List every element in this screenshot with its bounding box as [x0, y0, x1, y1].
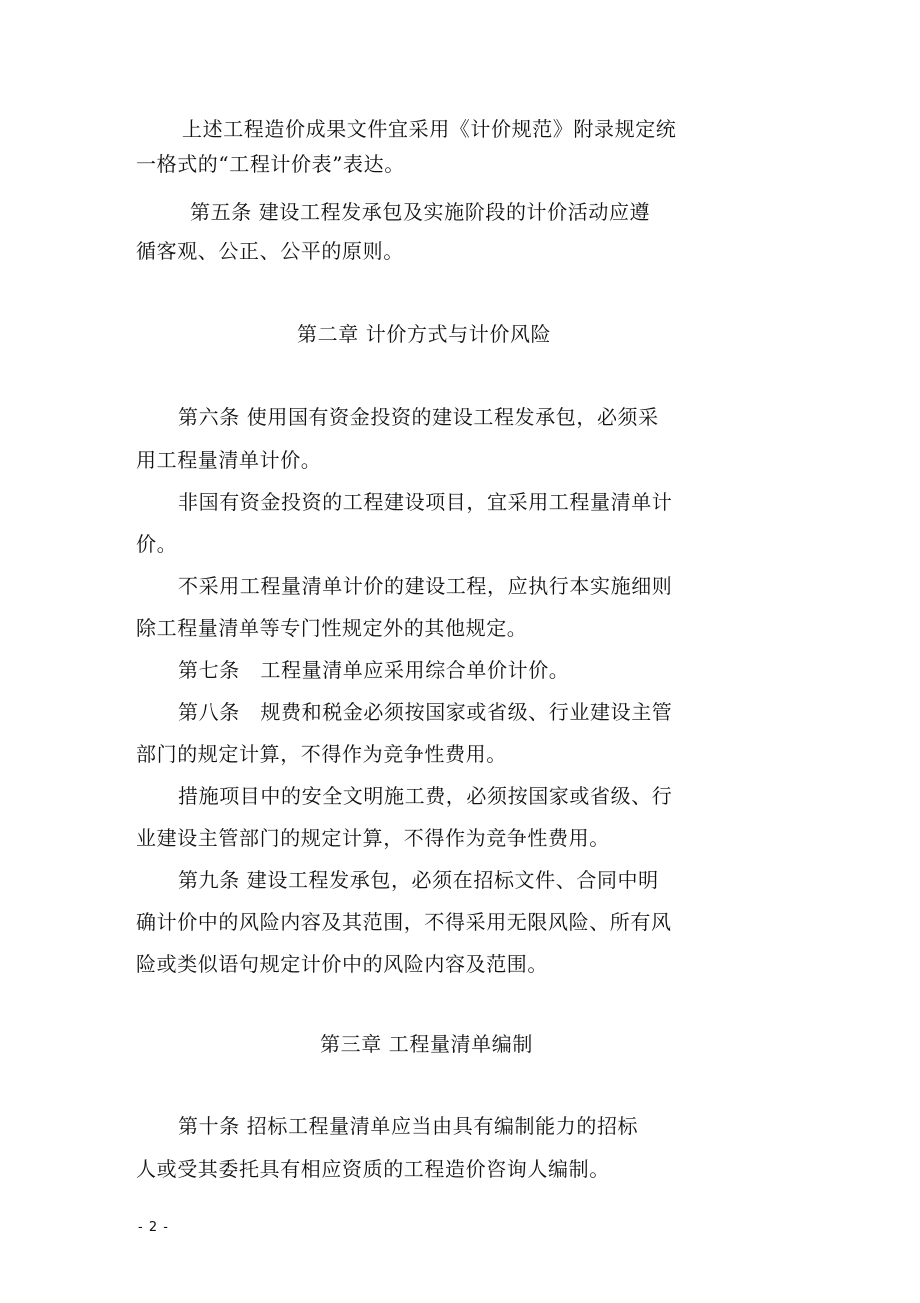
article-8-line: 第八条 规费和税金必须按国家或省级、行业建设主管: [178, 700, 673, 724]
paragraph-line: 用工程量清单计价。: [136, 448, 322, 472]
article-10-line: 第十条 招标工程量清单应当由具有编制能力的招标: [178, 1114, 639, 1138]
paragraph-line: 部门的规定计算，不得作为竞争性费用。: [136, 742, 507, 766]
article-9-line: 第九条 建设工程发承包，必须在招标文件、合同中明: [178, 868, 659, 892]
paragraph-line: 价。: [136, 532, 178, 556]
chapter-2-heading: 第二章 计价方式与计价风险: [297, 322, 552, 346]
paragraph-line: 循客观、公正、公平的原则。: [136, 239, 404, 263]
paragraph-line: 非国有资金投资的工程建设项目，宜采用工程量清单计: [178, 490, 673, 514]
chapter-3-heading: 第三章 工程量清单编制: [320, 1032, 533, 1056]
paragraph-line: 确计价中的风险内容及其范围，不得采用无限风险、所有风: [136, 910, 672, 934]
article-5-line: 第五条 建设工程发承包及实施阶段的计价活动应遵: [190, 200, 651, 224]
paragraph-line: 一格式的“工程计价表”表达。: [136, 152, 405, 176]
paragraph-line: 险或类似语句规定计价中的风险内容及范围。: [136, 952, 548, 976]
paragraph-line: 上述工程造价成果文件宜采用《计价规范》附录规定统: [182, 117, 677, 141]
article-7-line: 第七条 工程量清单应采用综合单价计价。: [178, 658, 570, 682]
page-number: - 2 -: [138, 1220, 169, 1235]
paragraph-line: 人或受其委托具有相应资质的工程造价咨询人编制。: [136, 1157, 610, 1181]
paragraph-line: 业建设主管部门的规定计算，不得作为竞争性费用。: [136, 826, 610, 850]
article-6-line: 第六条 使用国有资金投资的建设工程发承包，必须采: [178, 405, 659, 429]
paragraph-line: 不采用工程量清单计价的建设工程，应执行本实施细则: [178, 574, 673, 598]
paragraph-line: 措施项目中的安全文明施工费，必须按国家或省级、行: [178, 784, 673, 808]
paragraph-line: 除工程量清单等专门性规定外的其他规定。: [136, 616, 528, 640]
